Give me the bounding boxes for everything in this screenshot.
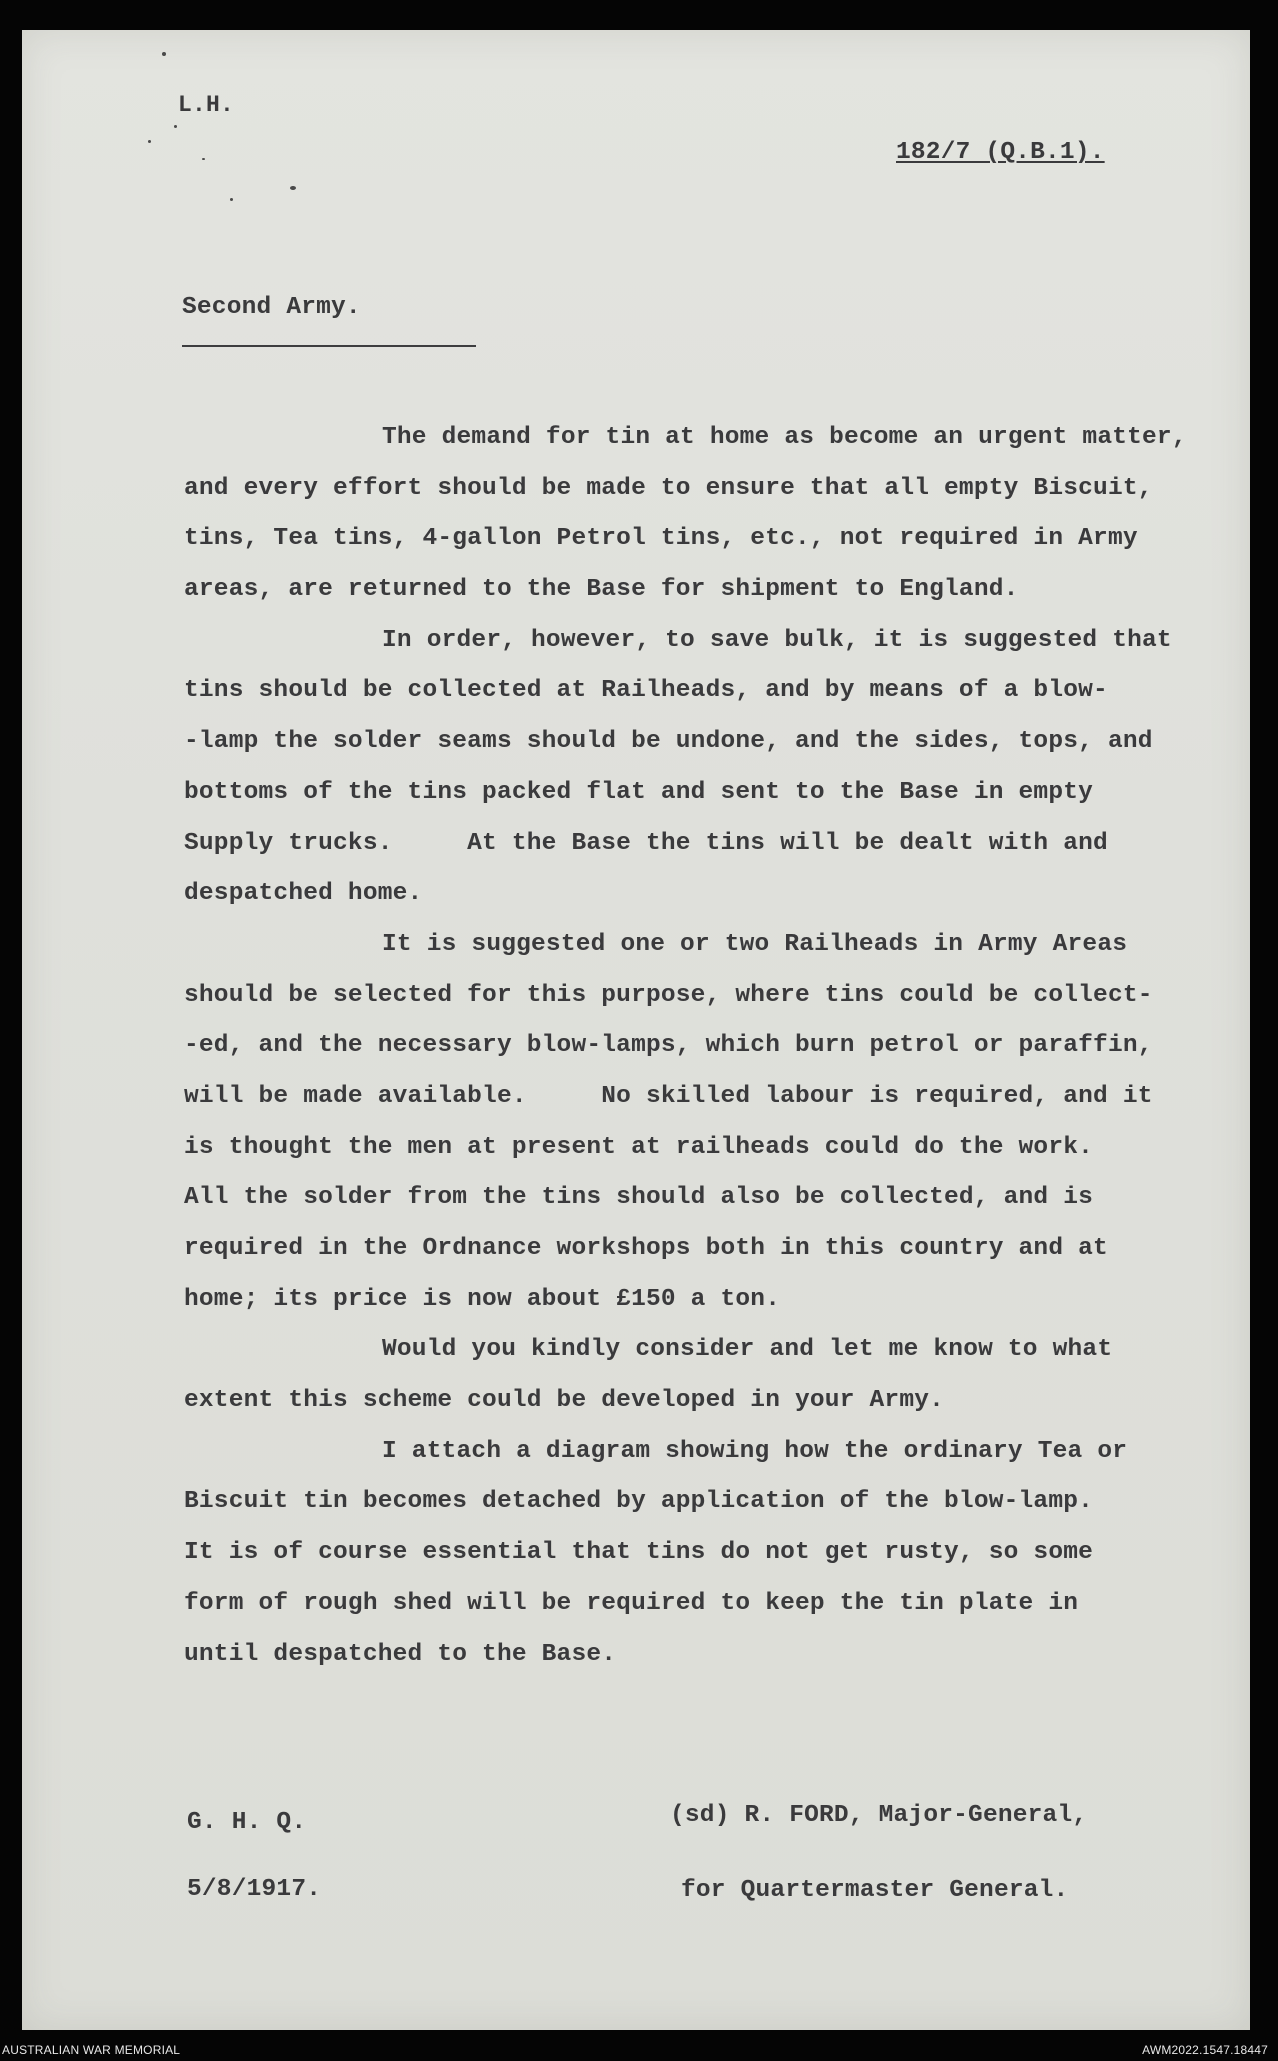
body-line: It is suggested one or two Railheads in Army Areas [382,930,1128,958]
body-line: I attach a diagram showing how the ordinary Tea or [382,1437,1128,1465]
body-line: until despatched to the Base. [184,1640,617,1668]
body-line: home; its price is now about £150 a ton. [184,1285,781,1313]
archive-credit: AUSTRALIAN WAR MEMORIAL [2,2043,181,2057]
letter-body [184,413,1224,1680]
body-line: despatched home. [184,880,423,908]
ink-speck [202,158,205,160]
body-line: areas, are returned to the Base for shipment to England. [184,576,1019,604]
signature-line: (sd) R. FORD, Major-General, [670,1802,1088,1829]
archive-id: AWM2022.1547.18447 [1142,2043,1268,2057]
reference-number: 182/7 (Q.B.1). [896,139,1105,166]
addressee: Second Army. [182,294,361,321]
body-line: -lamp the solder seams should be undone, and the sides, tops, and [184,728,1153,756]
body-line: tins, Tea tins, 4-gallon Petrol tins, etc., not required in Army [184,525,1138,553]
ink-speck [148,140,151,143]
body-line: bottoms of the tins packed flat and sent to the Base in empty [184,778,1094,806]
ink-speck [290,186,296,190]
body-line: Would you kindly consider and let me know to what [382,1336,1113,1364]
body-line: All the solder from the tins should also be collected, and is [184,1184,1094,1212]
origin-ghq: G. H. Q. [187,1809,307,1836]
body-line: is thought the men at present at railheads could do the work. [184,1133,1094,1161]
body-line: required in the Ordnance workshops both in this country and at [184,1235,1108,1262]
body-line: -ed, and the necessary blow-lamps, which burn petrol or paraffin, [184,1032,1153,1060]
body-line: Biscuit tin becomes detached by application of the blow-lamp. [184,1488,1094,1516]
body-line: extent this scheme could be developed in your Army. [184,1387,945,1415]
addressee-underline [182,345,476,347]
body-line: It is of course essential that tins do not get rusty, so some [184,1539,1094,1567]
body-line: In order, however, to save bulk, it is suggested that [382,626,1172,654]
ink-speck [174,125,177,128]
body-line: Supply trucks. At the Base the tins will be dealt with and [184,829,1108,857]
letter-date: 5/8/1917. [187,1876,322,1903]
initials: L.H. [178,92,235,118]
body-line: and every effort should be made to ensure that all empty Biscuit, [184,474,1153,502]
body-line: will be made available. No skilled labour is required, and it [184,1082,1153,1110]
body-line: tins should be collected at Railheads, and by means of a blow- [184,677,1108,705]
body-line: should be selected for this purpose, where tins could be collect- [184,981,1153,1009]
ink-speck [162,52,166,56]
ink-speck [230,198,233,201]
signature-role: for Quartermaster General. [681,1877,1069,1904]
body-line: form of rough shed will be required to keep the tin plate in [184,1589,1079,1617]
body-line: The demand for tin at home as become an urgent matter, [382,424,1187,451]
